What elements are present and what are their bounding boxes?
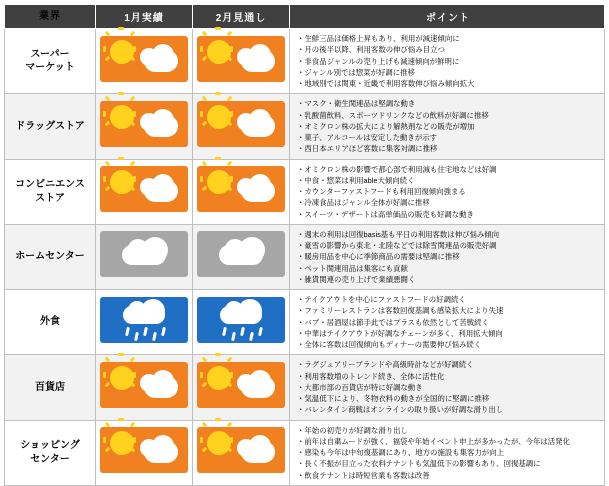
sun-icon xyxy=(209,107,229,127)
sun-ray xyxy=(227,447,233,453)
points-cell xyxy=(290,290,605,355)
sun-ray xyxy=(227,357,233,363)
sun-ray xyxy=(202,55,208,61)
sun-ray xyxy=(118,191,124,194)
weather-rain-icon xyxy=(100,297,188,343)
sun-ray xyxy=(130,96,136,102)
cloud-shape xyxy=(122,245,166,265)
report-page xyxy=(0,4,609,480)
point-item: ・ 豪雪の影響から東北・北陸などでは除雪関連品の販売好調 xyxy=(297,240,599,251)
sun-ray xyxy=(118,452,124,455)
weather-sunny-cloud-icon xyxy=(197,36,285,82)
cloud-shape xyxy=(144,50,178,72)
cloud-shape xyxy=(144,376,178,398)
rain-drop xyxy=(125,326,130,335)
january-result-cell xyxy=(96,420,193,485)
point-item: ・ 中食・惣菜は利用able大傾向続く xyxy=(297,175,599,186)
weather-sunny-cloud-icon xyxy=(197,166,285,212)
point-item: ・ オミクロン株の拡大により解熱剤などの販売が増加 xyxy=(297,121,599,132)
cloud-shape xyxy=(144,180,178,202)
sun-ray xyxy=(230,46,233,52)
sun-ray xyxy=(130,186,136,192)
sun-ray xyxy=(130,357,136,363)
february-outlook-cell xyxy=(193,355,290,420)
sun-ray xyxy=(227,382,233,388)
column-header-industry: 業界 xyxy=(5,5,96,29)
point-item: ・ バブ・居酒屋は節手此ではプラスも依然として苦戦続く xyxy=(297,317,599,328)
sun-ray xyxy=(215,61,221,64)
cloud-shape xyxy=(123,306,165,324)
rain-drop xyxy=(161,326,166,335)
sun-ray xyxy=(230,372,233,378)
point-item: ・ 冷凍食品はジャンル全体が好調に推移 xyxy=(297,197,599,208)
sun-ray xyxy=(105,121,111,127)
january-result-cell xyxy=(96,29,193,94)
table-row xyxy=(5,29,605,94)
sun-icon xyxy=(209,368,229,388)
sun-ray xyxy=(202,422,208,428)
point-item: ・ 西日本エリアほど客数に集客対調に推移 xyxy=(297,143,599,154)
point-item: ・ バレンタイン商戦はオンラインの取り扱いが好調な滑り出し xyxy=(297,404,599,415)
point-item: ・ 長く不振が目立った衣料テナントも気温低下の影響もあり、回復基調に xyxy=(297,458,599,469)
rain-drop xyxy=(249,331,254,340)
sun-ray xyxy=(202,121,208,127)
sun-ray xyxy=(118,27,124,30)
weather-cloud-icon xyxy=(197,231,285,277)
cloud-shape xyxy=(241,115,275,137)
february-outlook-cell xyxy=(193,29,290,94)
sun-ray xyxy=(202,447,208,453)
column-header-february: 2月見通し xyxy=(193,5,290,29)
points-cell xyxy=(290,420,605,485)
point-item: ・ 感染も今年は中旬復基調にあり、地方の施設も集客力が向上 xyxy=(297,447,599,458)
sun-ray xyxy=(202,357,208,363)
february-outlook-cell xyxy=(193,159,290,224)
sun-icon xyxy=(209,172,229,192)
sun-ray xyxy=(133,372,136,378)
sun-ray xyxy=(200,437,203,443)
rain-drop xyxy=(258,326,263,335)
sun-ray xyxy=(227,30,233,36)
january-result-cell xyxy=(96,159,193,224)
points-cell xyxy=(290,29,605,94)
rain-drop xyxy=(143,326,148,335)
sun-ray xyxy=(200,111,203,117)
cloud-shape xyxy=(144,115,178,137)
sun-ray xyxy=(105,382,111,388)
point-item: ・ 大都市部の百貨店が特に好調な動き xyxy=(297,382,599,393)
sun-ray xyxy=(215,92,221,95)
cloud-shape xyxy=(241,441,275,463)
cloud-shape xyxy=(220,306,262,324)
sun-ray xyxy=(118,387,124,390)
weather-rain-icon xyxy=(197,297,285,343)
points-cell xyxy=(290,159,605,224)
point-item: ・ 菓子、アルコールは安定した動きが示す xyxy=(297,132,599,143)
cloud-shape xyxy=(219,245,263,265)
point-item: ・ 飲食テナントは時短営業も客数は改善 xyxy=(297,470,599,481)
weather-sunny-cloud-icon xyxy=(197,427,285,473)
sun-ray xyxy=(215,418,221,421)
sun-ray xyxy=(130,422,136,428)
sun-ray xyxy=(105,30,111,36)
sun-ray xyxy=(215,191,221,194)
point-item: ・ ラグジュアリーブランドや高級時計などが好調続く xyxy=(297,359,599,370)
table-row xyxy=(5,224,605,289)
sun-ray xyxy=(130,121,136,127)
weather-sunny-cloud-icon xyxy=(197,362,285,408)
sun-ray xyxy=(103,437,106,443)
point-item: ・ 生鮮三品は価格上昇もあり、利用が減速傾向に xyxy=(297,33,599,44)
rain-drop xyxy=(231,331,236,340)
cloud-shape xyxy=(241,50,275,72)
sun-ray xyxy=(105,55,111,61)
points-cell xyxy=(290,94,605,159)
sun-ray xyxy=(227,55,233,61)
sun-icon xyxy=(112,42,132,62)
table-row xyxy=(5,94,605,159)
industry-name-cell: コンビニエンス ストア xyxy=(5,159,96,224)
weather-sunny-cloud-icon xyxy=(197,101,285,147)
weather-sunny-cloud-icon xyxy=(100,166,188,212)
weather-sunny-cloud-icon xyxy=(100,36,188,82)
february-outlook-cell xyxy=(193,290,290,355)
sun-ray xyxy=(133,176,136,182)
january-result-cell xyxy=(96,224,193,289)
sun-ray xyxy=(215,126,221,129)
sun-ray xyxy=(130,30,136,36)
sun-ray xyxy=(118,418,124,421)
table-row xyxy=(5,355,605,420)
point-item: ・ 気温低下により、冬物衣料の動きが全国的に堅調に推移 xyxy=(297,393,599,404)
rain-drop xyxy=(240,326,245,335)
sun-ray xyxy=(103,46,106,52)
column-header-january: 1月実績 xyxy=(96,5,193,29)
sun-ray xyxy=(105,186,111,192)
sun-ray xyxy=(118,353,124,356)
january-result-cell xyxy=(96,290,193,355)
point-item: ・ 週末の利用は回復basis基も平日の利用客数は伸び悩み傾向 xyxy=(297,229,599,240)
sun-ray xyxy=(118,61,124,64)
point-item: ・ オミクロン株の影響で都心部で利用減も住宅地などは好調 xyxy=(297,164,599,175)
sun-ray xyxy=(133,437,136,443)
sun-ray xyxy=(202,96,208,102)
point-item: ・ マスク・衛生関連品は堅調な動き xyxy=(297,98,599,109)
sun-ray xyxy=(130,382,136,388)
sun-ray xyxy=(200,372,203,378)
sun-ray xyxy=(227,96,233,102)
sun-icon xyxy=(112,107,132,127)
february-outlook-cell xyxy=(193,420,290,485)
cloud-shape xyxy=(241,376,275,398)
table-body xyxy=(5,29,605,486)
sun-ray xyxy=(230,111,233,117)
february-outlook-cell xyxy=(193,224,290,289)
cloud-shape xyxy=(144,441,178,463)
point-item: ・ 地域別では関東・近畿で利用客数伸び悩み傾向拡大 xyxy=(297,78,599,89)
rain-drop xyxy=(152,331,157,340)
sun-ray xyxy=(105,447,111,453)
point-item: ・ 雑貨関連の売り上げで業績悪闘く xyxy=(297,274,599,285)
industry-name-cell: ドラッグストア xyxy=(5,94,96,159)
sun-ray xyxy=(215,353,221,356)
industry-name-cell: 外食 xyxy=(5,290,96,355)
sun-ray xyxy=(105,96,111,102)
table-row xyxy=(5,420,605,485)
sun-ray xyxy=(200,176,203,182)
january-result-cell xyxy=(96,355,193,420)
sun-ray xyxy=(215,452,221,455)
point-item: ・ 前年は自粛ムードが強く、福袋や年始イベント申上が多かったが、今年は活発化 xyxy=(297,436,599,447)
sun-ray xyxy=(227,121,233,127)
point-item: ・ テイクアウトを中心にファストフードの好調続く xyxy=(297,294,599,305)
points-cell xyxy=(290,224,605,289)
sun-ray xyxy=(215,157,221,160)
sun-icon xyxy=(112,368,132,388)
points-cell xyxy=(290,355,605,420)
weather-cloud-icon xyxy=(100,231,188,277)
rain-drop xyxy=(222,326,227,335)
sun-ray xyxy=(103,111,106,117)
weather-sunny-cloud-icon xyxy=(100,101,188,147)
sun-ray xyxy=(227,422,233,428)
sun-ray xyxy=(133,46,136,52)
point-item: ・ 暖房用品を中心に季節商品の需要は堅調に推移 xyxy=(297,251,599,262)
january-result-cell xyxy=(96,94,193,159)
table-row xyxy=(5,290,605,355)
point-item: ・ スイーツ・デザートは高単価品の販売も好調な動き xyxy=(297,209,599,220)
point-item: ・ ジャンル別では惣菜が好調に推移 xyxy=(297,67,599,78)
sun-ray xyxy=(103,372,106,378)
point-item: ・ 非食品ジャンルの売り上げも減速傾向が鮮明に xyxy=(297,56,599,67)
sun-icon xyxy=(112,172,132,192)
sun-ray xyxy=(103,176,106,182)
sun-ray xyxy=(215,27,221,30)
sun-ray xyxy=(130,55,136,61)
sun-ray xyxy=(105,357,111,363)
february-outlook-cell xyxy=(193,94,290,159)
point-item: ・ 全体に客数は回復傾向もディナーの需要伸び悩み続く xyxy=(297,339,599,350)
point-item: ・ ファミリーレストランは客数回復基調も感染拡大により失速 xyxy=(297,305,599,316)
table-header-row xyxy=(5,5,605,29)
weather-sunny-cloud-icon xyxy=(100,362,188,408)
sun-ray xyxy=(133,111,136,117)
sun-ray xyxy=(230,176,233,182)
sun-ray xyxy=(200,46,203,52)
point-item: ・ カウンターファストフードも利用回復傾向強まる xyxy=(297,186,599,197)
point-item: ・ 月の後半以降、利用客数の伸び悩み目立つ xyxy=(297,44,599,55)
sun-icon xyxy=(209,42,229,62)
point-item: ・ 年始の初売りが好調な滑り出し xyxy=(297,425,599,436)
industry-name-cell: スーパー マーケット xyxy=(5,29,96,94)
sun-ray xyxy=(227,161,233,167)
sun-ray xyxy=(118,157,124,160)
sun-ray xyxy=(202,161,208,167)
rain-drop xyxy=(134,331,139,340)
industry-name-cell: ショッピング センター xyxy=(5,420,96,485)
cloud-shape xyxy=(241,180,275,202)
point-item: ・ 利用客数増のトレンド続き、全体に活性化 xyxy=(297,371,599,382)
sun-ray xyxy=(105,161,111,167)
industry-name-cell: ホームセンター xyxy=(5,224,96,289)
point-item: ・ 中華はテイクアウトが好調なチェーンが多く、利用拡大傾向 xyxy=(297,328,599,339)
point-item: ・ 乳酸菌飲料、スポーツドリンクなどの飲料が好調に推移 xyxy=(297,110,599,121)
sun-ray xyxy=(130,447,136,453)
sun-ray xyxy=(202,30,208,36)
industry-outlook-table xyxy=(4,4,605,486)
sun-ray xyxy=(130,161,136,167)
sun-ray xyxy=(230,437,233,443)
sun-ray xyxy=(215,387,221,390)
sun-ray xyxy=(227,186,233,192)
point-item: ・ ペット関連用品は集客にも貢献 xyxy=(297,263,599,274)
sun-ray xyxy=(105,422,111,428)
industry-name-cell: 百貨店 xyxy=(5,355,96,420)
sun-ray xyxy=(202,382,208,388)
column-header-points: ポイント xyxy=(290,5,605,29)
sun-ray xyxy=(202,186,208,192)
table-row xyxy=(5,159,605,224)
sun-icon xyxy=(209,433,229,453)
sun-icon xyxy=(112,433,132,453)
weather-sunny-cloud-icon xyxy=(100,427,188,473)
sun-ray xyxy=(118,126,124,129)
sun-ray xyxy=(118,92,124,95)
